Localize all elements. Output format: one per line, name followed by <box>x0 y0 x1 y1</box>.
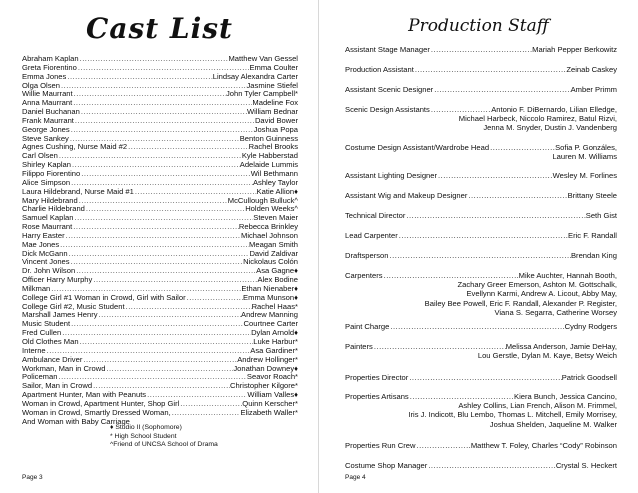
cast-actor: Matthew Van Gessel <box>228 55 298 63</box>
dot-leader <box>70 320 243 329</box>
cast-role: Frank Maurrant <box>22 116 74 125</box>
cast-row <box>22 320 298 329</box>
staff-entry <box>345 271 617 317</box>
staff-names-continued: Lauren M. Williams <box>552 152 617 162</box>
staff-line <box>345 231 617 240</box>
dot-leader <box>79 55 229 64</box>
cast-row <box>22 294 298 303</box>
cast-row <box>22 188 298 197</box>
staff-entry <box>345 171 617 180</box>
cast-actor: McCullough Bulluck^ <box>227 196 298 205</box>
cast-actor: Jonathan Downey♦ <box>233 364 298 373</box>
staff-role: Properties Run Crew <box>345 441 416 450</box>
cast-role: Charlie Hildebrand <box>22 205 85 214</box>
dot-leader <box>79 338 254 347</box>
staff-entry <box>345 45 617 54</box>
staff-names-continued: Iris J. Indicott, Blu Lembo, Thomas L. Mitchell, Emily Morrisey, <box>408 410 617 420</box>
staff-entry <box>345 392 617 429</box>
cast-role: Interne <box>22 346 46 355</box>
cast-role: Workman, Man in Crowd <box>22 364 106 373</box>
dot-leader <box>427 461 556 470</box>
dot-leader <box>85 205 245 214</box>
cast-role: Greta Fiorentino <box>22 63 77 72</box>
cast-actor: Luke Harbur* <box>253 338 298 346</box>
page-number-right: Page 4 <box>345 474 366 481</box>
cast-row <box>22 373 298 382</box>
dot-leader <box>146 391 247 400</box>
dot-leader <box>65 232 241 241</box>
cast-row <box>22 82 298 91</box>
dot-leader <box>92 276 257 285</box>
dot-leader <box>69 135 240 144</box>
cast-actor: Adelaide Lummis <box>239 161 298 170</box>
cast-actor: Nickolaus Colón <box>243 258 298 267</box>
cast-role: Abraham Kaplan <box>22 55 79 63</box>
staff-line <box>345 373 617 382</box>
staff-names: Melissa Anderson, Jamie DeHay, <box>505 342 617 351</box>
cast-row <box>22 90 298 99</box>
cast-role: Sailor, Man in Crowd <box>22 382 93 391</box>
cast-role: Woman in Crowd, Smartly Dressed Woman, <box>22 408 171 417</box>
staff-names: Wesley M. Forlines <box>552 171 617 180</box>
cast-actor: Rachel Brooks <box>248 143 298 152</box>
legend-item: * High School Student <box>110 432 177 440</box>
dot-leader <box>179 400 242 409</box>
dot-leader <box>80 108 247 117</box>
cast-legend <box>110 424 218 450</box>
staff-names-continued: Michael Harbeck, Niccolo Ramirez, Batul Rizvi, <box>458 114 617 124</box>
cast-role: Dick McGann <box>22 249 68 258</box>
cast-row <box>22 64 298 73</box>
cast-row <box>22 400 298 409</box>
cast-actor: Emma Coulter <box>249 63 298 72</box>
staff-line <box>345 251 617 260</box>
dot-leader <box>70 126 254 135</box>
dot-leader <box>186 294 243 303</box>
staff-role: Painters <box>345 342 373 351</box>
cast-actor: Andrew Manning <box>241 311 298 320</box>
staff-role: Scenic Design Assistants <box>345 105 430 114</box>
dot-leader <box>73 90 226 99</box>
cast-role: Samuel Kaplan <box>22 214 74 223</box>
cast-row <box>22 223 298 232</box>
cast-list-title: Cast List <box>86 12 233 45</box>
cast-row <box>22 365 298 374</box>
staff-line <box>345 171 617 180</box>
cast-role: Olga Olsen <box>22 81 60 90</box>
cast-row <box>22 391 298 400</box>
staff-role: Draftsperson <box>345 251 389 260</box>
cast-row <box>22 258 298 267</box>
cast-row <box>22 338 298 347</box>
cast-role: Willie Maurrant <box>22 90 73 99</box>
production-staff-title: Production Staff <box>408 16 549 36</box>
dot-leader <box>46 347 251 356</box>
cast-role: Old Clothes Man <box>22 338 79 346</box>
cast-row <box>22 197 298 206</box>
cast-role: Music Student <box>22 320 71 329</box>
cast-role: Alice Simpson <box>22 178 71 187</box>
cast-actor: Rebecca Brinkley <box>238 223 298 232</box>
dot-leader <box>78 197 228 206</box>
cast-row <box>22 143 298 152</box>
dot-leader <box>61 329 251 338</box>
dot-leader <box>60 82 247 91</box>
staff-line <box>345 191 617 200</box>
dot-leader <box>405 211 585 220</box>
cast-actor: Rachel Haas* <box>251 302 298 311</box>
staff-line <box>345 322 617 331</box>
cast-actor: Courtnee Carter <box>243 320 298 329</box>
cast-row <box>22 205 298 214</box>
dot-leader <box>105 365 233 374</box>
staff-names-continued: Zachary Greer Emerson, Ashton M. Gottschalk, <box>457 280 617 290</box>
cast-row <box>22 232 298 241</box>
dot-leader <box>75 267 256 276</box>
cast-role: Carl Olsen <box>22 152 58 161</box>
legend-item: ^Friend of UNCSA School of Drama <box>110 441 218 448</box>
cast-actor: Asa Gagne♦ <box>256 267 298 276</box>
cast-row <box>22 170 298 179</box>
dot-leader <box>383 271 519 280</box>
cast-actor: Andrew Hollinger* <box>237 355 298 364</box>
staff-names: Mariah Pepper Berkowitz <box>532 45 617 54</box>
dot-leader <box>71 161 240 170</box>
dot-leader <box>77 64 250 73</box>
dot-leader <box>430 105 491 114</box>
cast-actor: Lindsay Alexandra Carter <box>212 72 298 81</box>
dot-leader <box>50 285 241 294</box>
staff-role: Technical Director <box>345 211 406 220</box>
dot-leader <box>430 45 532 54</box>
cast-role: Steve Sankey <box>22 134 69 143</box>
page-number-left: Page 3 <box>22 474 43 481</box>
legend-item: ♦ Studio II (Sophomore) <box>110 424 182 431</box>
dot-leader <box>373 342 506 351</box>
cast-role: Woman in Crowd, Apartment Hunter, Shop Girl <box>22 399 180 408</box>
staff-entry <box>345 85 617 94</box>
staff-role: Assistant Lighting Designer <box>345 171 438 180</box>
staff-names-continued: Viana S. Segarra, Catherine Worsey <box>494 307 617 317</box>
staff-role: Assistant Scenic Designer <box>345 85 434 94</box>
staff-role: Assistant Stage Manager <box>345 45 430 54</box>
cast-row <box>22 108 298 117</box>
staff-entry <box>345 65 617 74</box>
dot-leader <box>408 373 561 382</box>
dot-leader <box>171 409 241 418</box>
cast-row <box>22 152 298 161</box>
cast-actor: Wil Bethmann <box>250 169 298 178</box>
cast-row <box>22 347 298 356</box>
staff-role: Paint Charge <box>345 322 390 331</box>
staff-role: Production Assistant <box>345 65 414 74</box>
staff-names: Matthew T. Foley, Charles “Cody” Robinson <box>470 441 617 450</box>
cast-actor: Michael Johnson <box>241 231 298 240</box>
cast-row <box>22 214 298 223</box>
staff-names: Brendan King <box>570 251 617 260</box>
staff-entry <box>345 105 617 133</box>
staff-line <box>345 342 617 351</box>
cast-actor: William Bednar <box>246 108 298 117</box>
dot-leader <box>489 143 555 152</box>
staff-line <box>345 392 617 401</box>
dot-leader <box>125 303 252 312</box>
staff-line <box>345 211 617 220</box>
cast-role: Harry Easter <box>22 231 65 240</box>
cast-actor: Quinn Kerscher* <box>242 399 298 408</box>
staff-line <box>345 271 617 280</box>
dot-leader <box>82 356 237 365</box>
staff-names: Eric F. Randall <box>568 231 617 240</box>
staff-role: Lead Carpenter <box>345 231 398 240</box>
dot-leader <box>68 250 250 259</box>
dot-leader <box>433 85 570 94</box>
dot-leader <box>57 373 246 382</box>
program-page-staff <box>319 0 638 493</box>
cast-row <box>22 126 298 135</box>
cast-row <box>22 250 298 259</box>
cast-row <box>22 73 298 82</box>
staff-entry <box>345 373 617 382</box>
staff-entry <box>345 322 617 331</box>
staff-names: Zeinab Caskey <box>566 65 617 74</box>
cast-row <box>22 285 298 294</box>
cast-role: Dr. John Wilson <box>22 267 76 276</box>
dot-leader <box>389 322 564 331</box>
dot-leader <box>59 241 249 250</box>
cast-row <box>22 356 298 365</box>
dot-leader <box>415 441 470 450</box>
staff-role: Costume Design Assistant/Wardrobe Head <box>345 143 490 152</box>
staff-entry <box>345 461 617 470</box>
staff-names: Cydny Rodgers <box>564 322 617 331</box>
dot-leader <box>74 117 255 126</box>
staff-entry <box>345 211 617 220</box>
cast-row <box>22 329 298 338</box>
dot-leader <box>66 73 212 82</box>
dot-leader <box>134 188 257 197</box>
cast-role: Emma Jones <box>22 72 67 81</box>
cast-row <box>22 161 298 170</box>
staff-names: Antonio F. DiBernardo, Lilian Elledge, <box>491 105 617 114</box>
staff-names: Sofia P. Gonzáles, <box>555 143 617 152</box>
staff-names: Seth Gist <box>585 211 617 220</box>
cast-actor: David Bower <box>254 116 298 125</box>
cast-actor: Benton Guinness <box>239 134 298 143</box>
cast-actor: Kyle Habberstad <box>241 152 298 161</box>
cast-actor: Katie Allion♦ <box>256 187 298 196</box>
cast-row <box>22 409 298 418</box>
staff-line <box>345 461 617 470</box>
dot-leader <box>437 171 553 180</box>
cast-row <box>22 135 298 144</box>
cast-actor: Elizabeth Waller* <box>240 408 298 417</box>
dot-leader <box>398 231 568 240</box>
staff-names: Amber Primm <box>570 85 617 94</box>
cast-role: College Girl #2, Music Student <box>22 302 125 311</box>
staff-role: Properties Director <box>345 373 409 382</box>
cast-row <box>22 179 298 188</box>
dot-leader <box>98 311 241 320</box>
staff-names: Brittany Steele <box>567 191 617 200</box>
staff-line <box>345 143 617 152</box>
staff-line <box>345 85 617 94</box>
cast-role: Apartment Hunter, Man with Peanuts <box>22 391 147 400</box>
staff-names-continued: Lou Gerstle, Dylan M. Kaye, Betsy Weich <box>477 351 617 361</box>
cast-row <box>22 241 298 250</box>
cast-actor: Emma Munson♦ <box>243 293 298 302</box>
cast-role: George Jones <box>22 125 70 134</box>
dot-leader <box>409 392 514 401</box>
cast-role: Mary Hildebrand <box>22 196 78 205</box>
dot-leader <box>72 99 252 108</box>
cast-actor: Ashley Taylor <box>252 178 298 187</box>
cast-actor: Christopher Kilgore* <box>230 382 298 391</box>
cast-actor: Madeline Fox <box>252 99 298 108</box>
staff-line <box>345 65 617 74</box>
cast-actor: Jasmine Stiefel <box>246 81 298 90</box>
cast-row <box>22 382 298 391</box>
cast-actor: Steven Maier <box>253 214 298 223</box>
cast-role: Mae Jones <box>22 240 60 249</box>
staff-role: Assistant Wig and Makeup Designer <box>345 191 468 200</box>
staff-entry <box>345 251 617 260</box>
cast-role: Filippo Fiorentino <box>22 169 81 178</box>
cast-actor: Seavor Roach* <box>246 373 298 382</box>
cast-list <box>22 55 298 426</box>
staff-entry <box>345 231 617 240</box>
dot-leader <box>92 382 230 391</box>
cast-row <box>22 311 298 320</box>
staff-entry <box>345 191 617 200</box>
staff-line <box>345 441 617 450</box>
dot-leader <box>127 143 249 152</box>
cast-actor: John Tyler Campbell* <box>225 90 298 99</box>
staff-names-continued: Joshua Shelden, Jaqueline M. Walker <box>489 419 617 429</box>
cast-actor: Dylan Arnold♦ <box>251 329 298 338</box>
cast-role: Anna Maurrant <box>22 99 73 108</box>
dot-leader <box>467 191 567 200</box>
cast-actor: David Zaldivar <box>249 249 298 258</box>
cast-role: Rose Maurrant <box>22 223 73 232</box>
cast-row <box>22 55 298 64</box>
staff-line <box>345 45 617 54</box>
cast-actor: Ethan Nienaber♦ <box>241 284 298 293</box>
dot-leader <box>414 65 567 74</box>
staff-entry <box>345 441 617 450</box>
dot-leader <box>388 251 570 260</box>
dot-leader <box>74 214 254 223</box>
staff-role: Carpenters <box>345 271 383 280</box>
cast-actor: Alex Bodine <box>257 276 298 285</box>
staff-role: Properties Artisans <box>345 392 409 401</box>
cast-role: Marshall James Henry <box>22 311 98 320</box>
cast-actor: Asa Gardiner* <box>250 346 298 355</box>
cast-actor: Joshua Popa <box>253 125 298 134</box>
cast-row <box>22 267 298 276</box>
staff-names: Kiera Bunch, Jessica Cancino, <box>514 392 617 401</box>
dot-leader <box>70 179 253 188</box>
cast-role: Daniel Buchanan <box>22 108 80 117</box>
cast-role: Shirley Kaplan <box>22 161 71 170</box>
cast-role: Officer Harry Murphy <box>22 276 93 285</box>
staff-names: Mike Auchter, Hannah Booth, <box>518 271 617 280</box>
staff-names-continued: Ashley Collins, Lian French, Alison M. Frimmel, <box>458 401 617 411</box>
dot-leader <box>58 152 242 161</box>
dot-leader <box>80 170 250 179</box>
staff-entry <box>345 143 617 161</box>
cast-role: Fred Cullen <box>22 329 62 338</box>
staff-names-continued: Bailey Bee Powell, Eric F. Randall, Alexander P. Register, <box>424 298 617 308</box>
cast-role: Laura Hildebrand, Nurse Maid #1 <box>22 187 134 196</box>
cast-actor: Holden Weeks^ <box>245 205 298 214</box>
cast-row <box>22 117 298 126</box>
cast-actor: Meagan Smith <box>249 240 298 249</box>
staff-names-continued: Jenna M. Snyder, Dustin J. Vandenberg <box>483 123 617 133</box>
cast-row-continuation: And Woman with Baby Carriage <box>22 417 130 426</box>
staff-names: Patrick Goodsell <box>561 373 617 382</box>
cast-actor: William Valles♦ <box>247 391 298 400</box>
cast-role: College Girl #1 Woman in Crowd, Girl with Sailor <box>22 293 186 302</box>
staff-role: Costume Shop Manager <box>345 461 428 470</box>
staff-line <box>345 105 617 114</box>
staff-names: Crystal S. Heckert <box>555 461 617 470</box>
dot-leader <box>70 258 244 267</box>
cast-role: Policeman <box>22 373 58 382</box>
staff-names-continued: Evellynn Karmi, Andrew A. Licout, Abby May, <box>466 289 617 299</box>
cast-role: Vincent Jones <box>22 258 70 267</box>
dot-leader <box>72 223 239 232</box>
cast-row <box>22 99 298 108</box>
cast-row <box>22 276 298 285</box>
cast-role: Agnes Cushing, Nurse Maid #2 <box>22 143 128 152</box>
cast-row <box>22 303 298 312</box>
cast-role: Ambulance Driver <box>22 355 83 364</box>
cast-role: Milkman <box>22 284 51 293</box>
staff-entry <box>345 342 617 360</box>
